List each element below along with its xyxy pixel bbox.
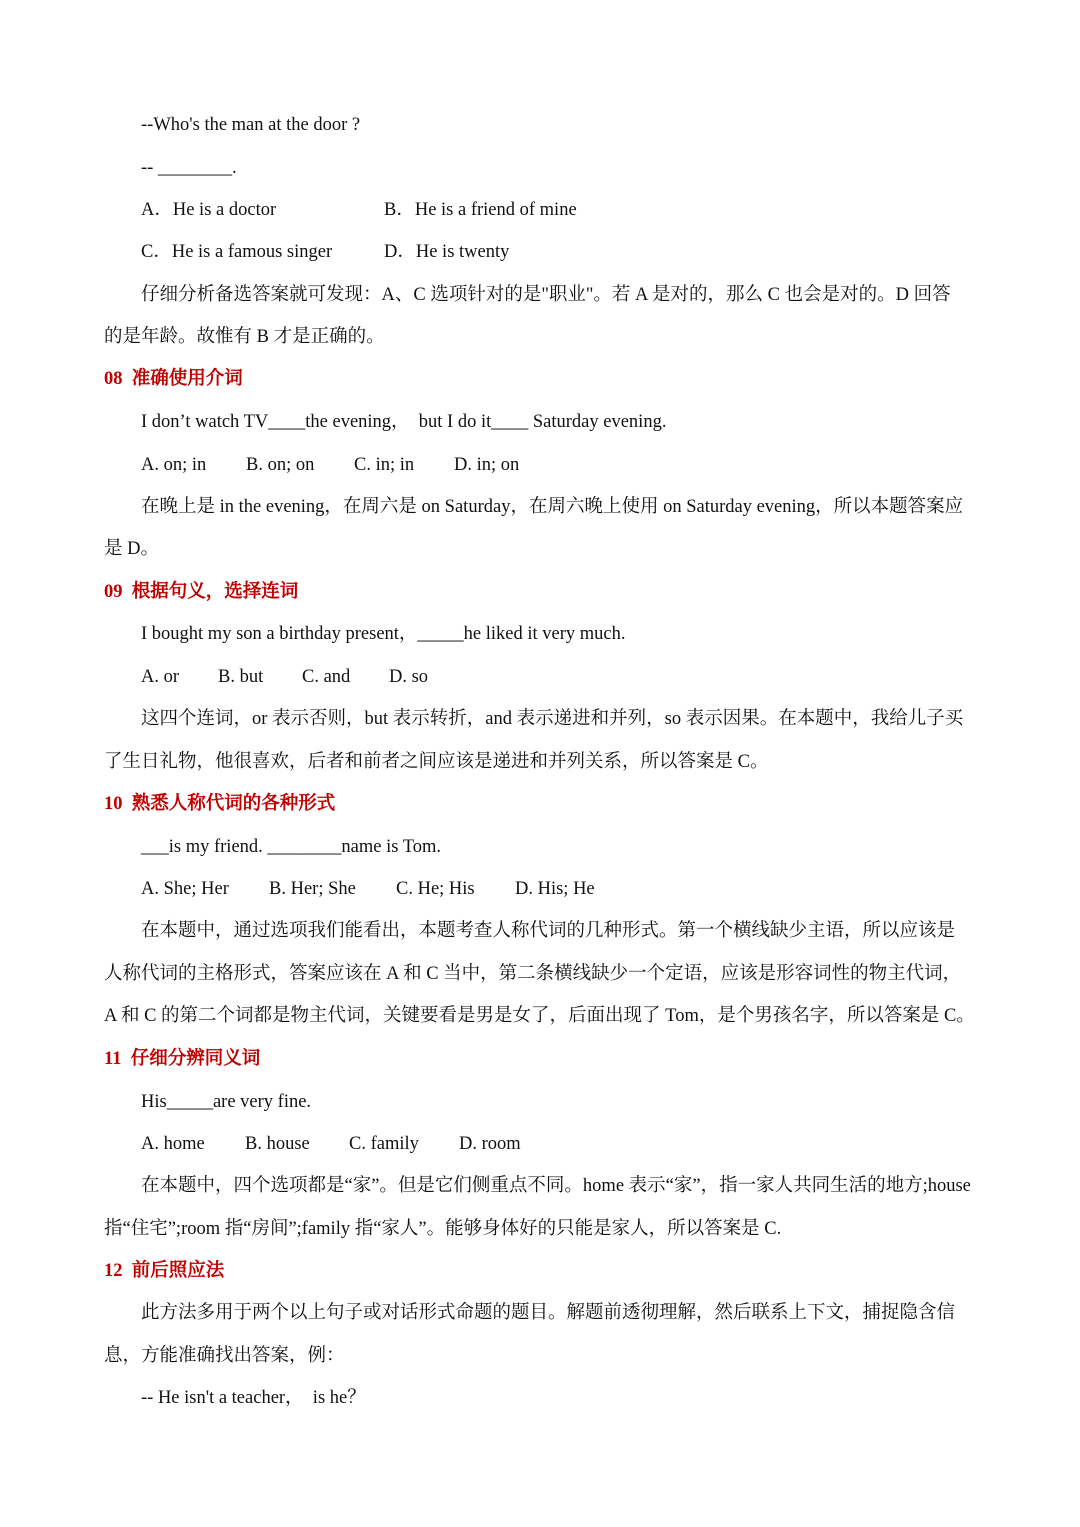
option-c: C. He; His [396, 879, 475, 899]
section-heading: 09 根据句义，选择连词 [104, 582, 299, 602]
option-b: B．He is a friend of mine [384, 200, 577, 220]
question-line: ___is my friend. ________name is Tom. [141, 837, 441, 857]
explanation-line: A 和 C 的第二个词都是物主代词，关键要看是男是女了，后面出现了 Tom，是个男孩名字，所以答案是 C。 [104, 1006, 975, 1026]
section-heading: 12 前后照应法 [104, 1261, 225, 1281]
question-line: I don’t watch TV____the evening， but I do it____ Saturday evening. [141, 412, 667, 432]
answer-blank-line: -- ________. [141, 158, 237, 178]
option-d: D. room [459, 1134, 521, 1154]
option-a: A. on; in [141, 455, 207, 475]
question-line: I bought my son a birthday present，_____he liked it very much. [141, 624, 626, 644]
section-heading: 11 仔细分辨同义词 [104, 1049, 261, 1069]
option-b: B. Her; She [269, 879, 356, 899]
option-b: B. on; on [246, 455, 315, 475]
option-a: A. home [141, 1134, 205, 1154]
explanation-line: 了生日礼物，他很喜欢，后者和前者之间应该是递进和并列关系，所以答案是 C。 [104, 752, 769, 772]
option-d: D. in; on [454, 455, 520, 475]
explanation-line: 在本题中，通过选项我们能看出，本题考查人称代词的几种形式。第一个横线缺少主语，所以应该是 [141, 921, 956, 941]
option-d: D. so [389, 667, 429, 687]
explanation-line: 是 D。 [104, 539, 159, 559]
question-line: -- He isn't a teacher， is he？ [141, 1388, 366, 1408]
explanation-line: 的是年龄。故惟有 B 才是正确的。 [104, 327, 385, 347]
option-a: A. or [141, 667, 180, 687]
question-line: His_____are very fine. [141, 1092, 312, 1112]
option-c: C．He is a famous singer [141, 242, 333, 262]
option-b: B. house [245, 1134, 310, 1154]
explanation-line: 仔细分析备选答案就可发现：A、C 选项针对的是"职业"。若 A 是对的，那么 C 也会是对的。D 回答 [141, 285, 951, 305]
explanation-line: 这四个连词，or 表示否则，but 表示转折，and 表示递进和并列，so 表示因果。在本题中，我给儿子买 [141, 709, 964, 729]
option-c: C. family [349, 1134, 419, 1154]
option-d: D. His; He [515, 879, 595, 899]
explanation-line: 人称代词的主格形式，答案应该在 A 和 C 当中，第二条横线缺少一个定语，应该是形容词性的物主代词， [104, 964, 962, 984]
option-a: A．He is a doctor [141, 200, 277, 220]
explanation-line: 息，方能准确找出答案，例： [104, 1346, 345, 1366]
option-b: B. but [218, 667, 264, 687]
option-a: A. She; Her [141, 879, 229, 899]
section-heading: 08 准确使用介词 [104, 369, 243, 389]
section-heading: 10 熟悉人称代词的各种形式 [104, 794, 336, 814]
option-c: C. in; in [354, 455, 415, 475]
option-c: C. and [302, 667, 351, 687]
question-line: --Who's the man at the door ? [141, 115, 361, 135]
explanation-line: 此方法多用于两个以上句子或对话形式命题的题目。解题前透彻理解，然后联系上下文，捕捉隐含信 [141, 1303, 956, 1323]
explanation-line: 指“住宅”;room 指“房间”;family 指“家人”。能够身体好的只能是家人，所以答案是 C. [104, 1219, 782, 1239]
explanation-line: 在本题中，四个选项都是“家”。但是它们侧重点不同。home 表示“家”，指一家人共同生活的地方;house [141, 1176, 971, 1196]
option-d: D．He is twenty [384, 242, 510, 262]
explanation-line: 在晚上是 in the evening，在周六是 on Saturday，在周六晚上使用 on Saturday evening，所以本题答案应 [141, 497, 964, 517]
